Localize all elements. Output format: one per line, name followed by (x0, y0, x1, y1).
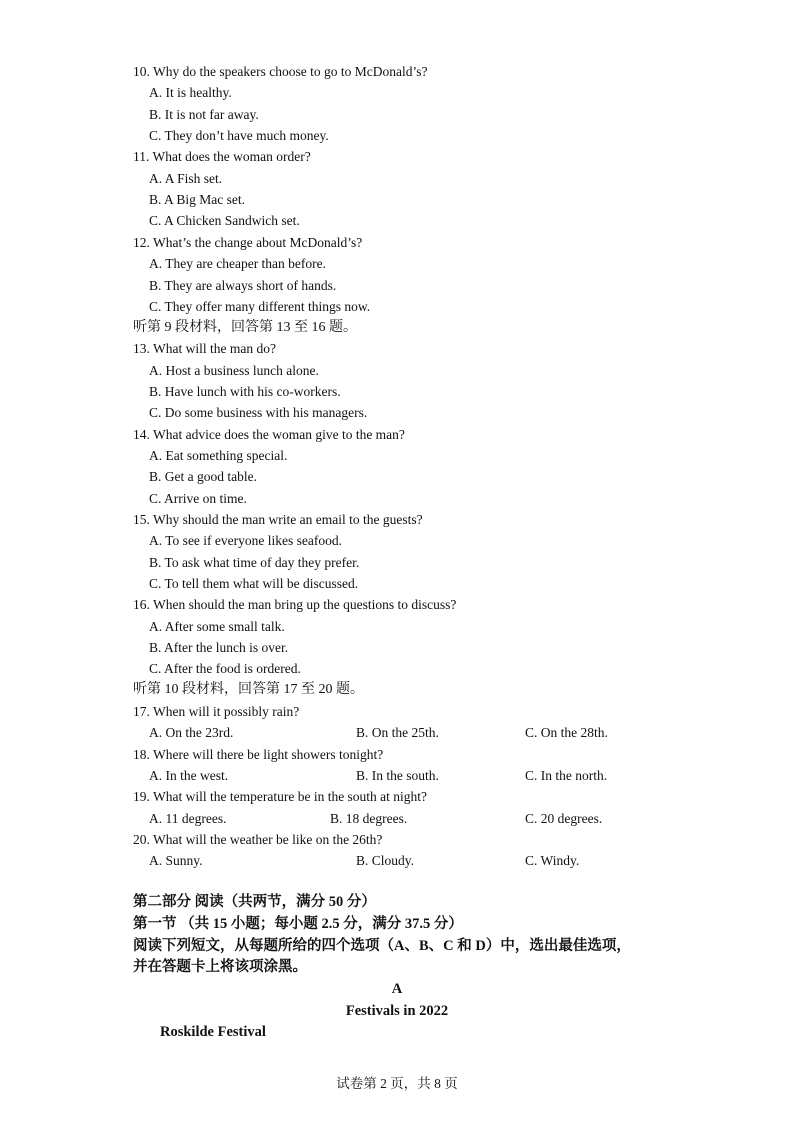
option: A. On the 23rd. (149, 725, 234, 740)
question-20: 20. What will the weather be like on the 26th? (133, 832, 383, 847)
passage-letter: A (391, 981, 403, 997)
option: B. They are always short of hands. (149, 278, 337, 293)
option: A. A Fish set. (149, 171, 223, 186)
option: B. To ask what time of day they prefer. (149, 555, 360, 570)
option: B. Have lunch with his co-workers. (149, 384, 341, 399)
option: B. Get a good table. (149, 469, 257, 484)
page-footer: 试卷第 2 页，共 8 页 (336, 1076, 458, 1091)
section-1-title: 第一节 （共 15 小题；每小题 2.5 分，满分 37.5 分） (133, 916, 463, 932)
question-16: 16. When should the man bring up the questions to discuss? (133, 597, 457, 612)
question-18: 18. Where will there be light showers tonight? (133, 747, 384, 762)
option: A. It is healthy. (149, 85, 232, 100)
option: C. They offer many different things now. (149, 299, 371, 314)
option: B. A Big Mac set. (149, 192, 246, 207)
option: C. After the food is ordered. (149, 661, 301, 676)
option: A. Host a business lunch alone. (149, 363, 319, 378)
question-11: 11. What does the woman order? (133, 149, 311, 164)
reading-instruction: 阅读下列短文，从每题所给的四个选项（A、B、C 和 D）中，选出最佳选项， (133, 938, 631, 954)
option: C. 20 degrees. (525, 811, 603, 826)
question-13: 13. What will the man do? (133, 341, 276, 356)
part-2-title: 第二部分 阅读（共两节，满分 50 分） (133, 894, 376, 910)
question-19: 19. What will the temperature be in the south at night? (133, 789, 428, 804)
option: A. Sunny. (149, 853, 203, 868)
passage-title: Festivals in 2022 (345, 1003, 449, 1019)
option: C. Do some business with his managers. (149, 405, 368, 420)
option: A. 11 degrees. (149, 811, 227, 826)
option: A. They are cheaper than before. (149, 256, 327, 271)
question-17: 17. When will it possibly rain? (133, 704, 300, 719)
option: A. Eat something special. (149, 448, 288, 463)
question-15: 15. Why should the man write an email to the guests? (133, 512, 423, 527)
option: B. After the lunch is over. (149, 640, 289, 655)
option: C. To tell them what will be discussed. (149, 576, 359, 591)
section-10-instruction: 听第 10 段材料，回答第 17 至 20 题。 (133, 682, 364, 697)
option: A. After some small talk. (149, 619, 285, 634)
question-12: 12. What’s the change about McDonald’s? (133, 235, 363, 250)
option: C. In the north. (525, 768, 608, 783)
option: C. They don’t have much money. (149, 128, 329, 143)
question-14: 14. What advice does the woman give to the man? (133, 427, 405, 442)
option: C. Arrive on time. (149, 491, 247, 506)
reading-instruction-cont: 并在答题卡上将该项涂黑。 (133, 959, 307, 975)
option: B. In the south. (356, 768, 439, 783)
section-9-instruction: 听第 9 段材料，回答第 13 至 16 题。 (133, 320, 357, 335)
option: C. A Chicken Sandwich set. (149, 213, 300, 228)
option: A. To see if everyone likes seafood. (149, 533, 342, 548)
option: B. Cloudy. (356, 853, 415, 868)
option: A. In the west. (149, 768, 229, 783)
subheading: Roskilde Festival (160, 1024, 266, 1040)
option: B. It is not far away. (149, 107, 259, 122)
option: C. On the 28th. (525, 725, 608, 740)
option: C. Windy. (525, 853, 580, 868)
option: B. On the 25th. (356, 725, 439, 740)
question-10: 10. Why do the speakers choose to go to McDonald’s? (133, 64, 428, 79)
option: B. 18 degrees. (330, 811, 408, 826)
